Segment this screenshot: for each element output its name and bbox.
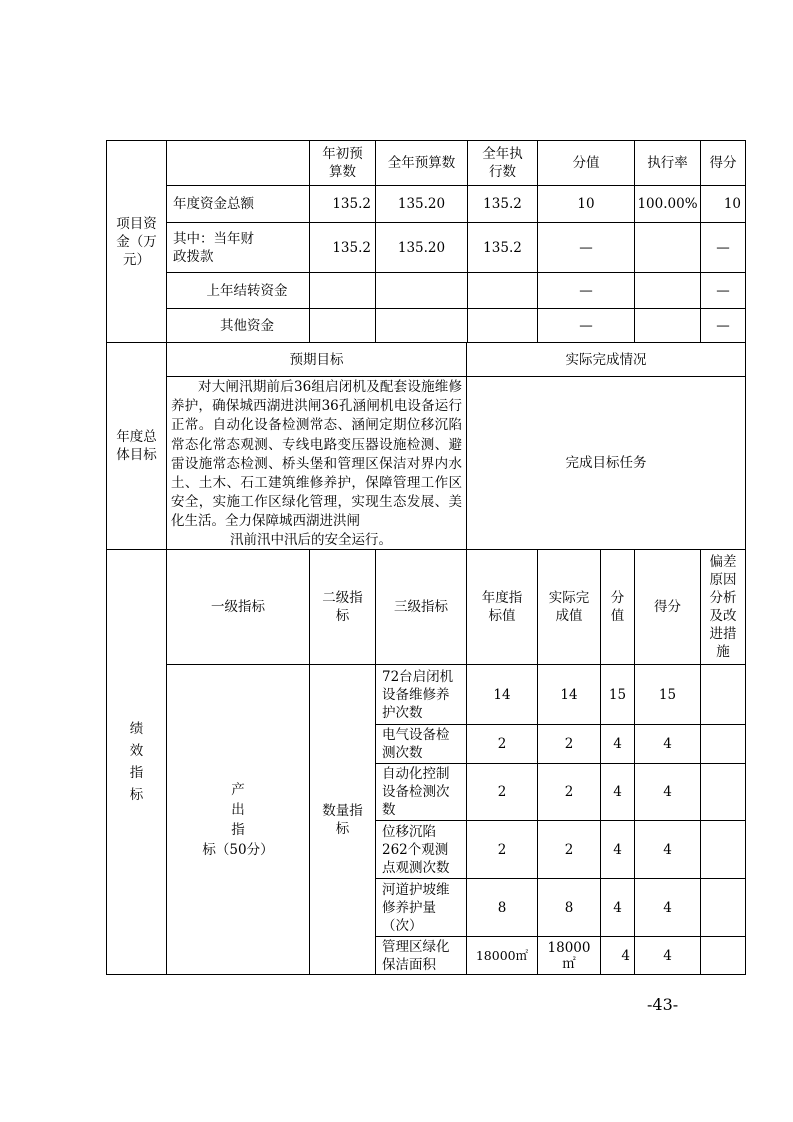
actual-value: 18000 ㎡ [547,939,591,972]
performance-section-label: 绩 效 指 标 [129,721,144,803]
fund-initial [310,309,375,342]
fund-score: — [716,282,730,299]
points-value: 15 [608,686,627,703]
fund-annual [376,309,467,342]
score-value: 4 [663,736,672,752]
fund-executed: 135.2 [483,239,522,256]
points-value: 4 [613,899,622,916]
fund-rate [635,273,700,308]
fund-rate [635,223,700,272]
fund-name: 其中：当年财 政拨款 [173,230,254,265]
fund-annual: 135.20 [397,239,446,256]
target-value: 8 [497,899,507,916]
points-value: 4 [613,736,622,752]
header-annual-executed: 全年执 行数 [482,146,523,180]
expected-goal-header: 预期目标 [289,351,344,368]
header-level3: 三级指标 [394,599,448,615]
level3-indicator: 管理区绿化 保洁面积 [382,938,450,973]
fund-annual [376,273,467,308]
level3-indicator: 自动化控制 设备检测次 数 [382,766,450,818]
target-value: 2 [497,736,507,752]
target-value: 2 [497,784,507,800]
header-points: 分 值 [610,590,625,624]
actual-value: 2 [564,784,574,800]
fund-score-value: 10 [577,196,595,212]
score-value: 4 [663,784,672,800]
actual-value: 2 [564,841,574,858]
level1-indicator: 产 出 指 标（50分） [202,781,274,858]
header-score-value: 分值 [572,155,600,171]
fund-annual: 135.20 [397,196,446,212]
level3-indicator: 河道护坡维 修养护量 （次） [382,881,450,934]
fund-rate: 100.00% [637,196,698,212]
fund-executed: 135.2 [483,196,522,212]
score-value: 15 [658,686,677,703]
goals-section-label: 年度总 体目标 [116,429,157,463]
level3-indicator: 72台启闭机 设备维修养 护次数 [382,668,454,721]
header-deviation: 偏差 原因 分析 及改 进措 施 [709,554,737,660]
fund-score-value: — [579,239,593,256]
header-actual: 实际完 成值 [548,590,590,624]
fund-score: 10 [723,196,741,212]
funds-section-label: 项目资 金（万 元） [116,215,157,268]
fund-score-value: — [579,282,593,299]
target-value: 14 [493,686,511,703]
fund-name: 年度资金总额 [173,196,254,212]
fund-score: — [716,239,730,256]
expected-goal-last-line: 汛前汛中汛后的安全运行。 [230,532,392,548]
header-target: 年度指 标值 [481,590,523,624]
points-value: 4 [613,841,622,858]
header-annual-budget: 全年预算数 [387,155,456,171]
level3-indicator: 位移沉陷 262个观测 点观测次数 [382,823,450,876]
header-execution-rate: 执行率 [647,155,688,171]
fund-executed [468,273,537,308]
header-level1: 一级指标 [211,599,265,615]
fund-executed [468,309,537,342]
fund-name: 其他资金 [220,317,274,334]
header-initial-budget: 年初预 算数 [322,146,363,180]
header-score: 得分 [654,599,681,615]
actual-completion-header: 实际完成情况 [565,351,647,368]
target-value: 18000㎡ [475,947,529,963]
actual-completion-text: 完成目标任务 [565,455,647,471]
fund-initial [310,273,375,308]
page-number: -43- [647,995,679,1014]
points-value: 4 [613,784,622,800]
fund-score-value: — [579,317,593,334]
fund-name: 上年结转资金 [206,282,288,299]
actual-value: 8 [564,899,574,916]
actual-value: 14 [560,686,578,703]
fund-score: — [716,317,730,334]
score-value: 4 [663,841,672,858]
target-value: 2 [497,841,507,858]
expected-goal-text [167,378,466,532]
fund-rate [635,309,700,342]
fund-initial: 135.2 [332,196,371,212]
points-value: 4 [621,947,630,964]
expected-goal-body: 对大闸汛期前后36组启闭机及配套设施维修养护，确保城西湖进洪闸36孔涵闸机电设备运行正常。自动化设备检测常态、涵闸定期位移沉陷常态化常态观测、专线电路变压器设施检测、避雷设施常态检测、桥头堡和管理区保洁对界内水土、土木、石工建筑维修养护，保障管理工作区安全，实施工作区绿化管理，实现生态发展、美化生活。全力保障城西湖进洪闸 [171,379,462,530]
level3-indicator: 电气设备检 测次数 [382,727,450,761]
header-level2: 二级指 标 [322,590,363,624]
actual-value: 2 [564,736,574,752]
level2-indicator: 数量指 标 [322,802,363,837]
fund-initial: 135.2 [332,239,371,256]
score-value: 4 [663,947,672,964]
score-value: 4 [663,899,672,916]
header-score: 得分 [709,155,737,171]
